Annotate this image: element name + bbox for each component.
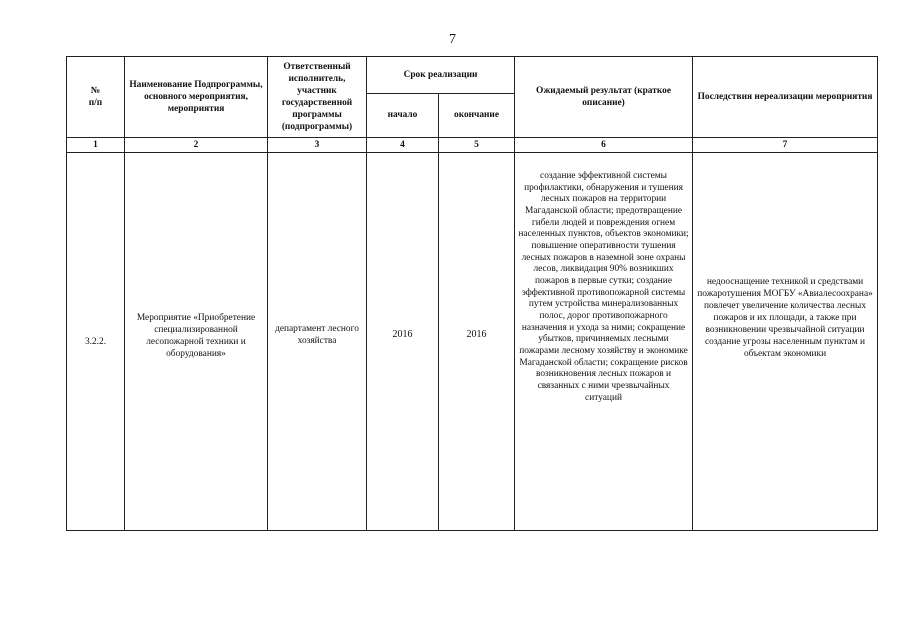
column-number: 1 — [67, 138, 125, 153]
responsible-executor: департамент лесного хозяйства — [268, 153, 367, 531]
header-consequence: Последствия нереализации мероприятия — [693, 57, 878, 138]
header-result: Ожидаемый результат (краткое описание) — [515, 57, 693, 138]
program-table — [66, 56, 878, 531]
row-number: 3.2.2. — [67, 153, 125, 531]
header-term: Срок реализации — [367, 57, 515, 94]
column-number-row — [67, 138, 878, 153]
column-number: 2 — [125, 138, 268, 153]
page-number: 7 — [449, 32, 456, 47]
term-start: 2016 — [367, 153, 439, 531]
table-row — [67, 153, 878, 531]
header-num: № п/п — [67, 57, 125, 138]
expected-result: создание эффективной системы профилактики, обнаружения и тушения лесных пожаров на территории Магаданской области; предотвращение гибели людей и повреждения огнем населенных пунктов, объектов экономики; повышение оперативности тушения лесных пожаров в наземной зоне охраны лесов, ликвидация 90% возникших пожаров в первые сутки; создание эффективной противопожарной системы путем устройства минерализованных полос, дорог противопожарного назначения и ухода за ними; сокращение убытков, причиняемых лесными пожарами лесному хозяйству и экономике Магаданской области; сокращение рисков возникновения лесных пожаров и связанных с ними чрезвычайных ситуаций — [515, 153, 693, 531]
column-number: 7 — [693, 138, 878, 153]
column-number: 4 — [367, 138, 439, 153]
term-end: 2016 — [439, 153, 515, 531]
header-row-top — [67, 57, 878, 94]
header-end: окончание — [439, 94, 515, 138]
column-number: 6 — [515, 138, 693, 153]
activity-name: Мероприятие «Приобретение специализированной лесопожарной техники и оборудования» — [125, 153, 268, 531]
header-name: Наименование Подпрограммы, основного мероприятия, мероприятия — [125, 57, 268, 138]
non-implementation-consequence: недооснащение техникой и средствами пожаротушения МОГБУ «Авиалесоохрана» повлечет увеличение количества лесных пожаров и их площади, а также при возникновении чрезвычайной ситуации создание угрозы населенным пунктам и объектам экономики — [693, 153, 878, 531]
column-number: 5 — [439, 138, 515, 153]
header-executor: Ответственный исполнитель, участник государственной программы (подпрограммы) — [268, 57, 367, 138]
header-start: начало — [367, 94, 439, 138]
column-number: 3 — [268, 138, 367, 153]
